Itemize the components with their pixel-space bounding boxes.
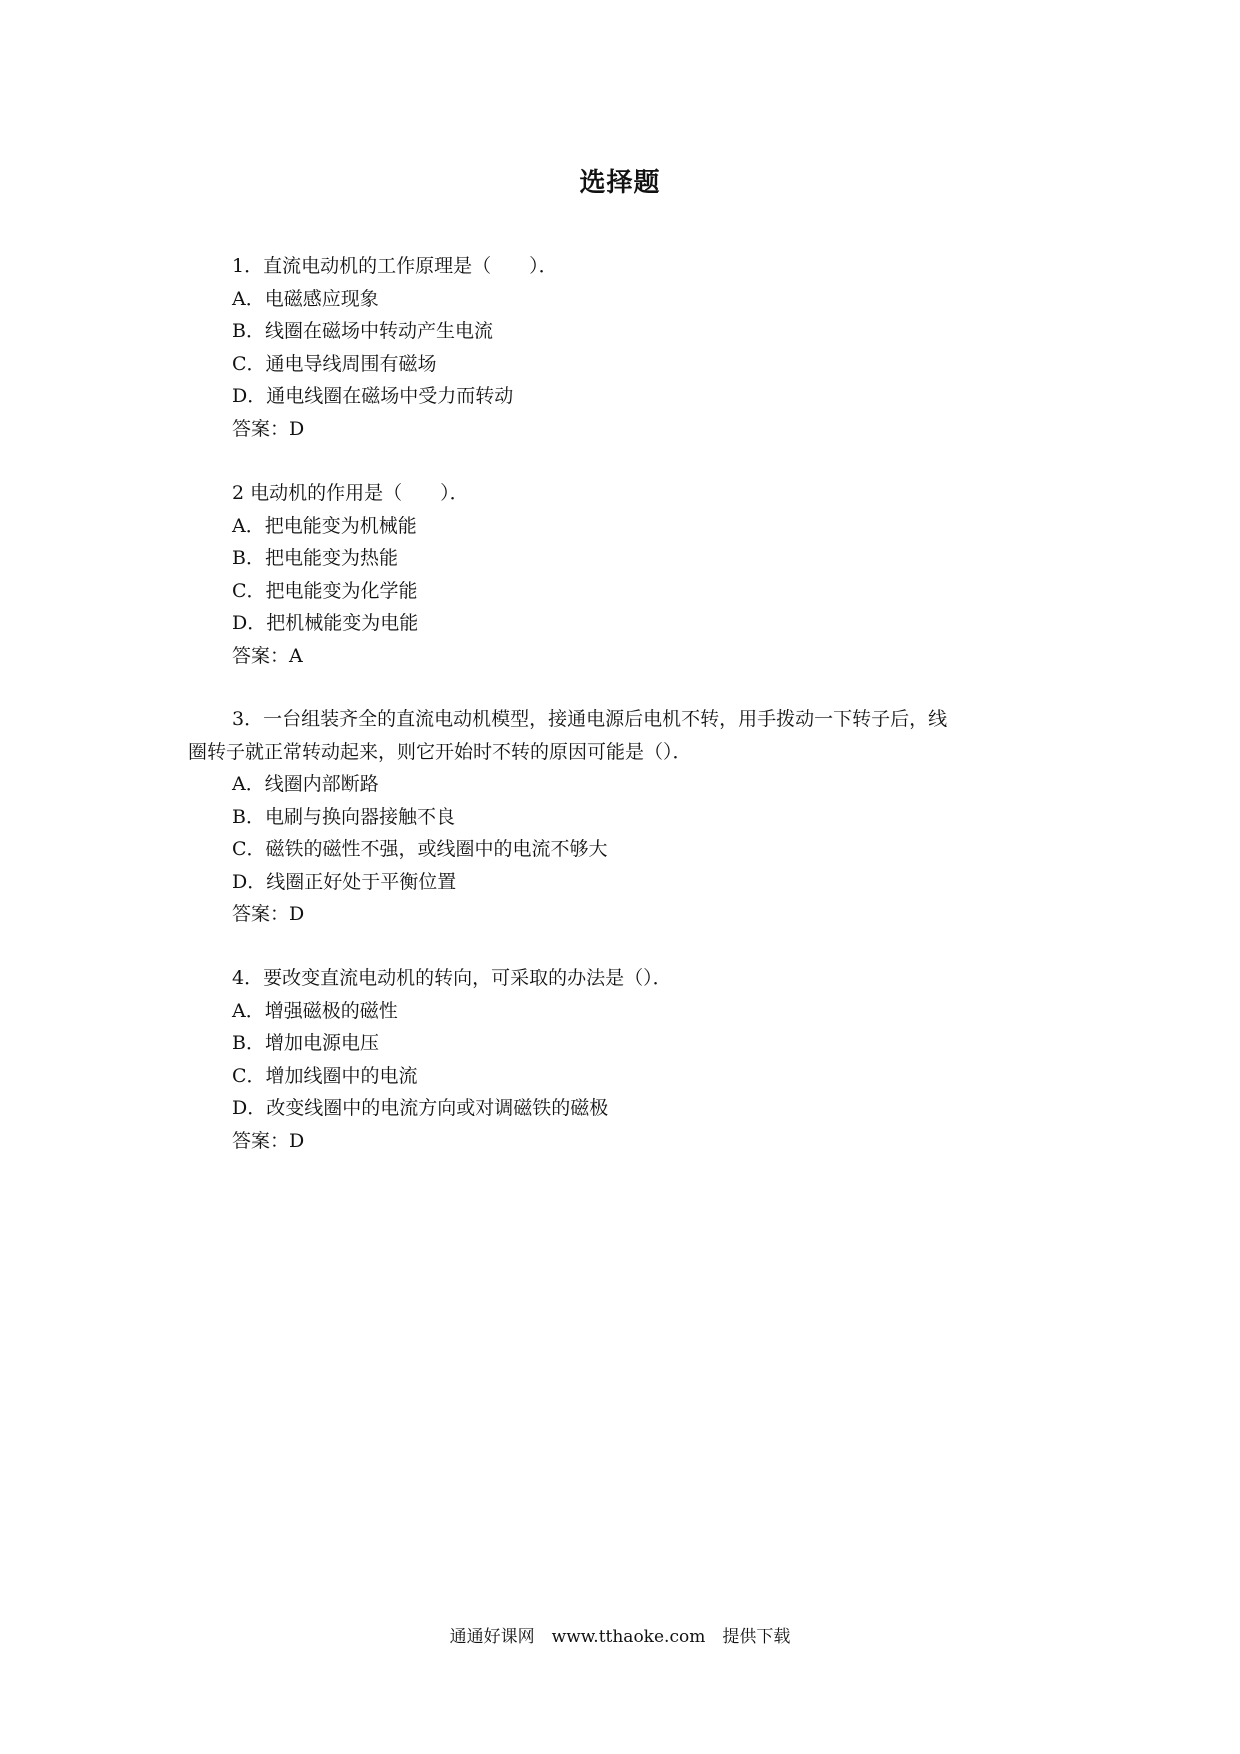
option-d: D．线圈正好处于平衡位置 <box>232 870 457 893</box>
question-stem: 4．要改变直流电动机的转向，可采取的办法是（）． <box>232 967 672 989</box>
option-d: D．改变线圈中的电流方向或对调磁铁的磁极 <box>232 1097 609 1119</box>
option-b: B．电刷与换向器接触不良 <box>232 805 455 828</box>
option-d: D．通电线圈在磁场中受力而转动 <box>232 385 514 407</box>
page-title: 选择题 <box>579 168 661 198</box>
option-b: B．把电能变为热能 <box>232 547 398 569</box>
option-c: C．磁铁的磁性不强，或线圈中的电流不够大 <box>232 838 608 860</box>
option-a: A．增强磁极的磁性 <box>232 999 398 1022</box>
page-footer: 通通好课网 www.tthaoke.com 提供下载 <box>449 1627 791 1647</box>
option-a: A．线圈内部断路 <box>232 773 379 795</box>
question-stem: 2 电动机的作用是（ ）． <box>232 482 469 504</box>
question-2 <box>232 477 1072 672</box>
answer: 答案：D <box>232 417 305 440</box>
answer: 答案：D <box>232 1129 305 1152</box>
option-c: C．把电能变为化学能 <box>232 579 418 602</box>
question-4 <box>232 962 1072 1157</box>
option-a: A．电磁感应现象 <box>232 287 379 310</box>
question-stem-line-1: 3．一台组装齐全的直流电动机模型，接通电源后电机不转，用手拨动一下转子后，线 <box>232 708 948 730</box>
question-1 <box>232 250 1072 445</box>
option-c: C．通电导线周围有磁场 <box>232 352 437 375</box>
question-stem: 1．直流电动机的工作原理是（ ）． <box>232 255 558 277</box>
question-stem-line-2: 圈转子就正常转动起来，则它开始时不转的原因可能是（）． <box>188 740 692 763</box>
option-d: D．把机械能变为电能 <box>232 612 419 634</box>
question-3 <box>188 703 1072 931</box>
option-b: B．线圈在磁场中转动产生电流 <box>232 320 493 342</box>
option-c: C．增加线圈中的电流 <box>232 1064 418 1087</box>
answer: 答案：A <box>232 644 303 667</box>
option-a: A．把电能变为机械能 <box>232 514 417 537</box>
option-b: B．增加电源电压 <box>232 1032 379 1054</box>
answer: 答案：D <box>232 903 305 925</box>
